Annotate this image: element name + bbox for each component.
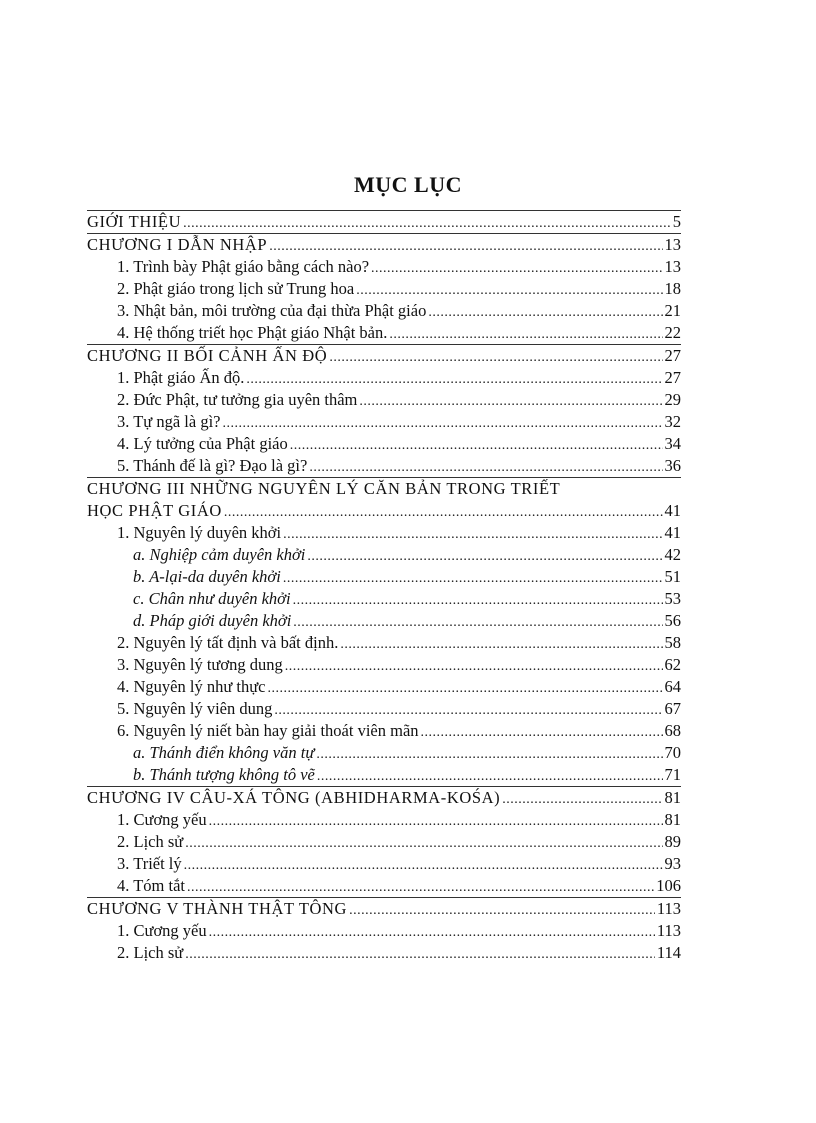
dot-leader bbox=[356, 278, 662, 302]
toc-entry-label: a. Thánh điển không văn tự bbox=[133, 743, 315, 762]
toc-section-entry[interactable] bbox=[87, 720, 681, 742]
toc-entry-label: 1. Cương yếu bbox=[117, 921, 207, 940]
dot-leader bbox=[293, 610, 662, 634]
dot-leader bbox=[185, 942, 655, 966]
toc-subsection-entry[interactable] bbox=[87, 566, 681, 588]
toc-page-number: 32 bbox=[664, 412, 681, 431]
toc-section-entry[interactable] bbox=[87, 389, 681, 411]
toc-page-number: 27 bbox=[664, 368, 681, 387]
toc-entry-label: a. Nghiệp cảm duyên khởi bbox=[133, 545, 306, 564]
dot-leader bbox=[224, 500, 663, 524]
toc-page-number: 81 bbox=[664, 788, 681, 807]
toc-page-number: 36 bbox=[664, 456, 681, 475]
toc-section-entry[interactable] bbox=[87, 920, 681, 942]
dot-leader bbox=[421, 720, 663, 744]
dot-leader bbox=[349, 898, 655, 922]
dot-leader bbox=[269, 234, 662, 258]
toc-page-number: 41 bbox=[664, 523, 681, 542]
toc-page-number: 42 bbox=[664, 545, 681, 564]
dot-leader bbox=[307, 544, 662, 568]
toc-section-entry[interactable] bbox=[87, 367, 681, 389]
toc-section-entry[interactable] bbox=[87, 322, 681, 344]
toc-entry-label: 2. Phật giáo trong lịch sử Trung hoa bbox=[117, 279, 355, 298]
toc-page-number: 62 bbox=[664, 655, 681, 674]
toc-section-entry[interactable] bbox=[87, 632, 681, 654]
toc-entry-label: CHƯƠNG V THÀNH THẬT TÔNG bbox=[87, 899, 348, 918]
toc-entry-label: 3. Tự ngã là gì? bbox=[117, 412, 221, 431]
toc-entry-label: 4. Tóm tắt bbox=[117, 876, 185, 895]
toc-page-number: 68 bbox=[664, 721, 681, 740]
toc-page-number: 71 bbox=[664, 765, 681, 784]
dot-leader bbox=[290, 433, 663, 457]
toc-page-number: 67 bbox=[664, 699, 681, 718]
toc-section-entry[interactable] bbox=[87, 654, 681, 676]
toc-chapter-entry[interactable] bbox=[87, 500, 681, 522]
toc-entry-label: 5. Nguyên lý viên dung bbox=[117, 699, 273, 718]
dot-leader bbox=[209, 920, 655, 944]
toc-chapter-entry[interactable] bbox=[87, 786, 681, 809]
toc-chapter-entry[interactable] bbox=[87, 897, 681, 920]
toc-entry-label: 1. Phật giáo Ấn độ. bbox=[117, 368, 245, 387]
toc-page-number: 113 bbox=[656, 899, 681, 918]
dot-leader bbox=[223, 411, 663, 435]
toc-page-number: 64 bbox=[664, 677, 681, 696]
toc-page-number: 22 bbox=[664, 323, 681, 342]
dot-leader bbox=[246, 367, 662, 391]
toc-entry-label: 2. Nguyên lý tất định và bất định. bbox=[117, 633, 339, 652]
toc-subsection-entry[interactable] bbox=[87, 742, 681, 764]
toc-section-entry[interactable] bbox=[87, 942, 681, 964]
toc-subsection-entry[interactable] bbox=[87, 544, 681, 566]
toc-chapter-entry[interactable] bbox=[87, 210, 681, 233]
toc-subsection-entry[interactable] bbox=[87, 610, 681, 632]
toc-entry-label: b. Thánh tượng không tô vẽ bbox=[133, 765, 315, 784]
dot-leader bbox=[185, 831, 662, 855]
toc-section-entry[interactable] bbox=[87, 698, 681, 720]
dot-leader bbox=[293, 588, 663, 612]
toc-page-number: 18 bbox=[664, 279, 681, 298]
toc-section-entry[interactable] bbox=[87, 522, 681, 544]
toc-section-entry[interactable] bbox=[87, 455, 681, 477]
toc-entry-label: CHƯƠNG I DẪN NHẬP bbox=[87, 235, 268, 254]
dot-leader bbox=[283, 566, 663, 590]
toc-entry-label: GIỚI THIỆU bbox=[87, 212, 182, 231]
dot-leader bbox=[359, 389, 662, 413]
toc-page-number: 13 bbox=[664, 257, 681, 276]
toc-entry-label: 1. Trình bày Phật giáo bằng cách nào? bbox=[117, 257, 370, 276]
dot-leader bbox=[274, 698, 662, 722]
toc-entry-label: 2. Lịch sử bbox=[117, 832, 184, 851]
toc-page-number: 53 bbox=[664, 589, 681, 608]
toc-entry-label: 3. Nhật bản, môi trường của đại thừa Phật giáo bbox=[117, 301, 427, 320]
toc-entry-label: CHƯƠNG II BỐI CẢNH ẤN ĐỘ bbox=[87, 346, 328, 365]
toc-page-number: 41 bbox=[664, 501, 681, 520]
toc-entry-label: 4. Hệ thống triết học Phật giáo Nhật bản. bbox=[117, 323, 388, 342]
toc-entry-label: 2. Lịch sử bbox=[117, 943, 184, 962]
dot-leader bbox=[340, 632, 662, 656]
toc-section-entry[interactable] bbox=[87, 300, 681, 322]
toc-page-number: 13 bbox=[664, 235, 681, 254]
dot-leader bbox=[184, 853, 663, 877]
toc-page-number: 27 bbox=[664, 346, 681, 365]
toc-section-entry[interactable] bbox=[87, 809, 681, 831]
dot-leader bbox=[309, 455, 662, 479]
toc-section-entry[interactable] bbox=[87, 875, 681, 897]
toc-entry-label: HỌC PHẬT GIÁO bbox=[87, 501, 222, 520]
dot-leader bbox=[389, 322, 662, 346]
toc-chapter-entry[interactable] bbox=[87, 344, 681, 367]
dot-leader bbox=[371, 256, 662, 280]
dot-leader bbox=[317, 764, 663, 788]
toc-page-number: 5 bbox=[672, 212, 681, 231]
toc-entry-label: 3. Nguyên lý tương dung bbox=[117, 655, 283, 674]
table-of-contents bbox=[87, 210, 681, 964]
toc-page-number: 34 bbox=[664, 434, 681, 453]
dot-leader bbox=[283, 522, 662, 546]
toc-entry-label: 2. Đức Phật, tư tưởng gia uyên thâm bbox=[117, 390, 358, 409]
toc-entry-label: CHƯƠNG IV CÂU-XÁ TÔNG (ABHIDHARMA-KOŚA) bbox=[87, 788, 501, 807]
toc-page-number: 106 bbox=[656, 876, 681, 895]
dot-leader bbox=[209, 809, 663, 833]
toc-subsection-entry[interactable] bbox=[87, 764, 681, 786]
toc-page-number: 29 bbox=[664, 390, 681, 409]
toc-page-number: 81 bbox=[664, 810, 681, 829]
toc-entry-label: 4. Nguyên lý như thực bbox=[117, 677, 266, 696]
dot-leader bbox=[428, 300, 662, 324]
toc-section-entry[interactable] bbox=[87, 676, 681, 698]
toc-section-entry[interactable] bbox=[87, 278, 681, 300]
toc-page-number: 21 bbox=[664, 301, 681, 320]
toc-entry-label: 3. Triết lý bbox=[117, 854, 182, 873]
page-title: MỤC LỤC bbox=[354, 172, 462, 197]
toc-page-number: 56 bbox=[664, 611, 681, 630]
toc-chapter-entry[interactable] bbox=[87, 233, 681, 256]
toc-section-entry[interactable] bbox=[87, 411, 681, 433]
toc-entry-label: b. A-lại-da duyên khởi bbox=[133, 567, 281, 586]
dot-leader bbox=[329, 345, 662, 369]
toc-entry-label: 1. Nguyên lý duyên khởi bbox=[117, 523, 282, 542]
toc-entry-label: 6. Nguyên lý niết bàn hay giải thoát viên mãn bbox=[117, 721, 419, 740]
toc-entry-label: 5. Thánh đế là gì? Đạo là gì? bbox=[117, 456, 308, 475]
toc-entry-label: 1. Cương yếu bbox=[117, 810, 207, 829]
toc-page-number: 58 bbox=[664, 633, 681, 652]
dot-leader bbox=[187, 875, 654, 899]
toc-entry-label: c. Chân như duyên khởi bbox=[133, 589, 291, 608]
dot-leader bbox=[502, 787, 662, 811]
dot-leader bbox=[285, 654, 663, 678]
toc-section-entry[interactable] bbox=[87, 831, 681, 853]
toc-page-number: 93 bbox=[664, 854, 681, 873]
toc-section-entry[interactable] bbox=[87, 853, 681, 875]
toc-section-entry[interactable] bbox=[87, 256, 681, 278]
toc-page-number: 89 bbox=[664, 832, 681, 851]
dot-leader bbox=[183, 211, 671, 235]
toc-entry-label: d. Pháp giới duyên khởi bbox=[133, 611, 292, 630]
dot-leader bbox=[316, 742, 662, 766]
toc-page-number: 113 bbox=[656, 921, 681, 940]
toc-page-number: 114 bbox=[656, 943, 681, 962]
toc-chapter-title: CHƯƠNG III NHỮNG NGUYÊN LÝ CĂN BẢN TRONG TRIẾT bbox=[87, 477, 681, 500]
dot-leader bbox=[268, 676, 663, 700]
toc-subsection-entry[interactable] bbox=[87, 588, 681, 610]
toc-section-entry[interactable] bbox=[87, 433, 681, 455]
toc-page-number: 70 bbox=[664, 743, 681, 762]
toc-page-number: 51 bbox=[664, 567, 681, 586]
toc-entry-label: 4. Lý tưởng của Phật giáo bbox=[117, 434, 288, 453]
